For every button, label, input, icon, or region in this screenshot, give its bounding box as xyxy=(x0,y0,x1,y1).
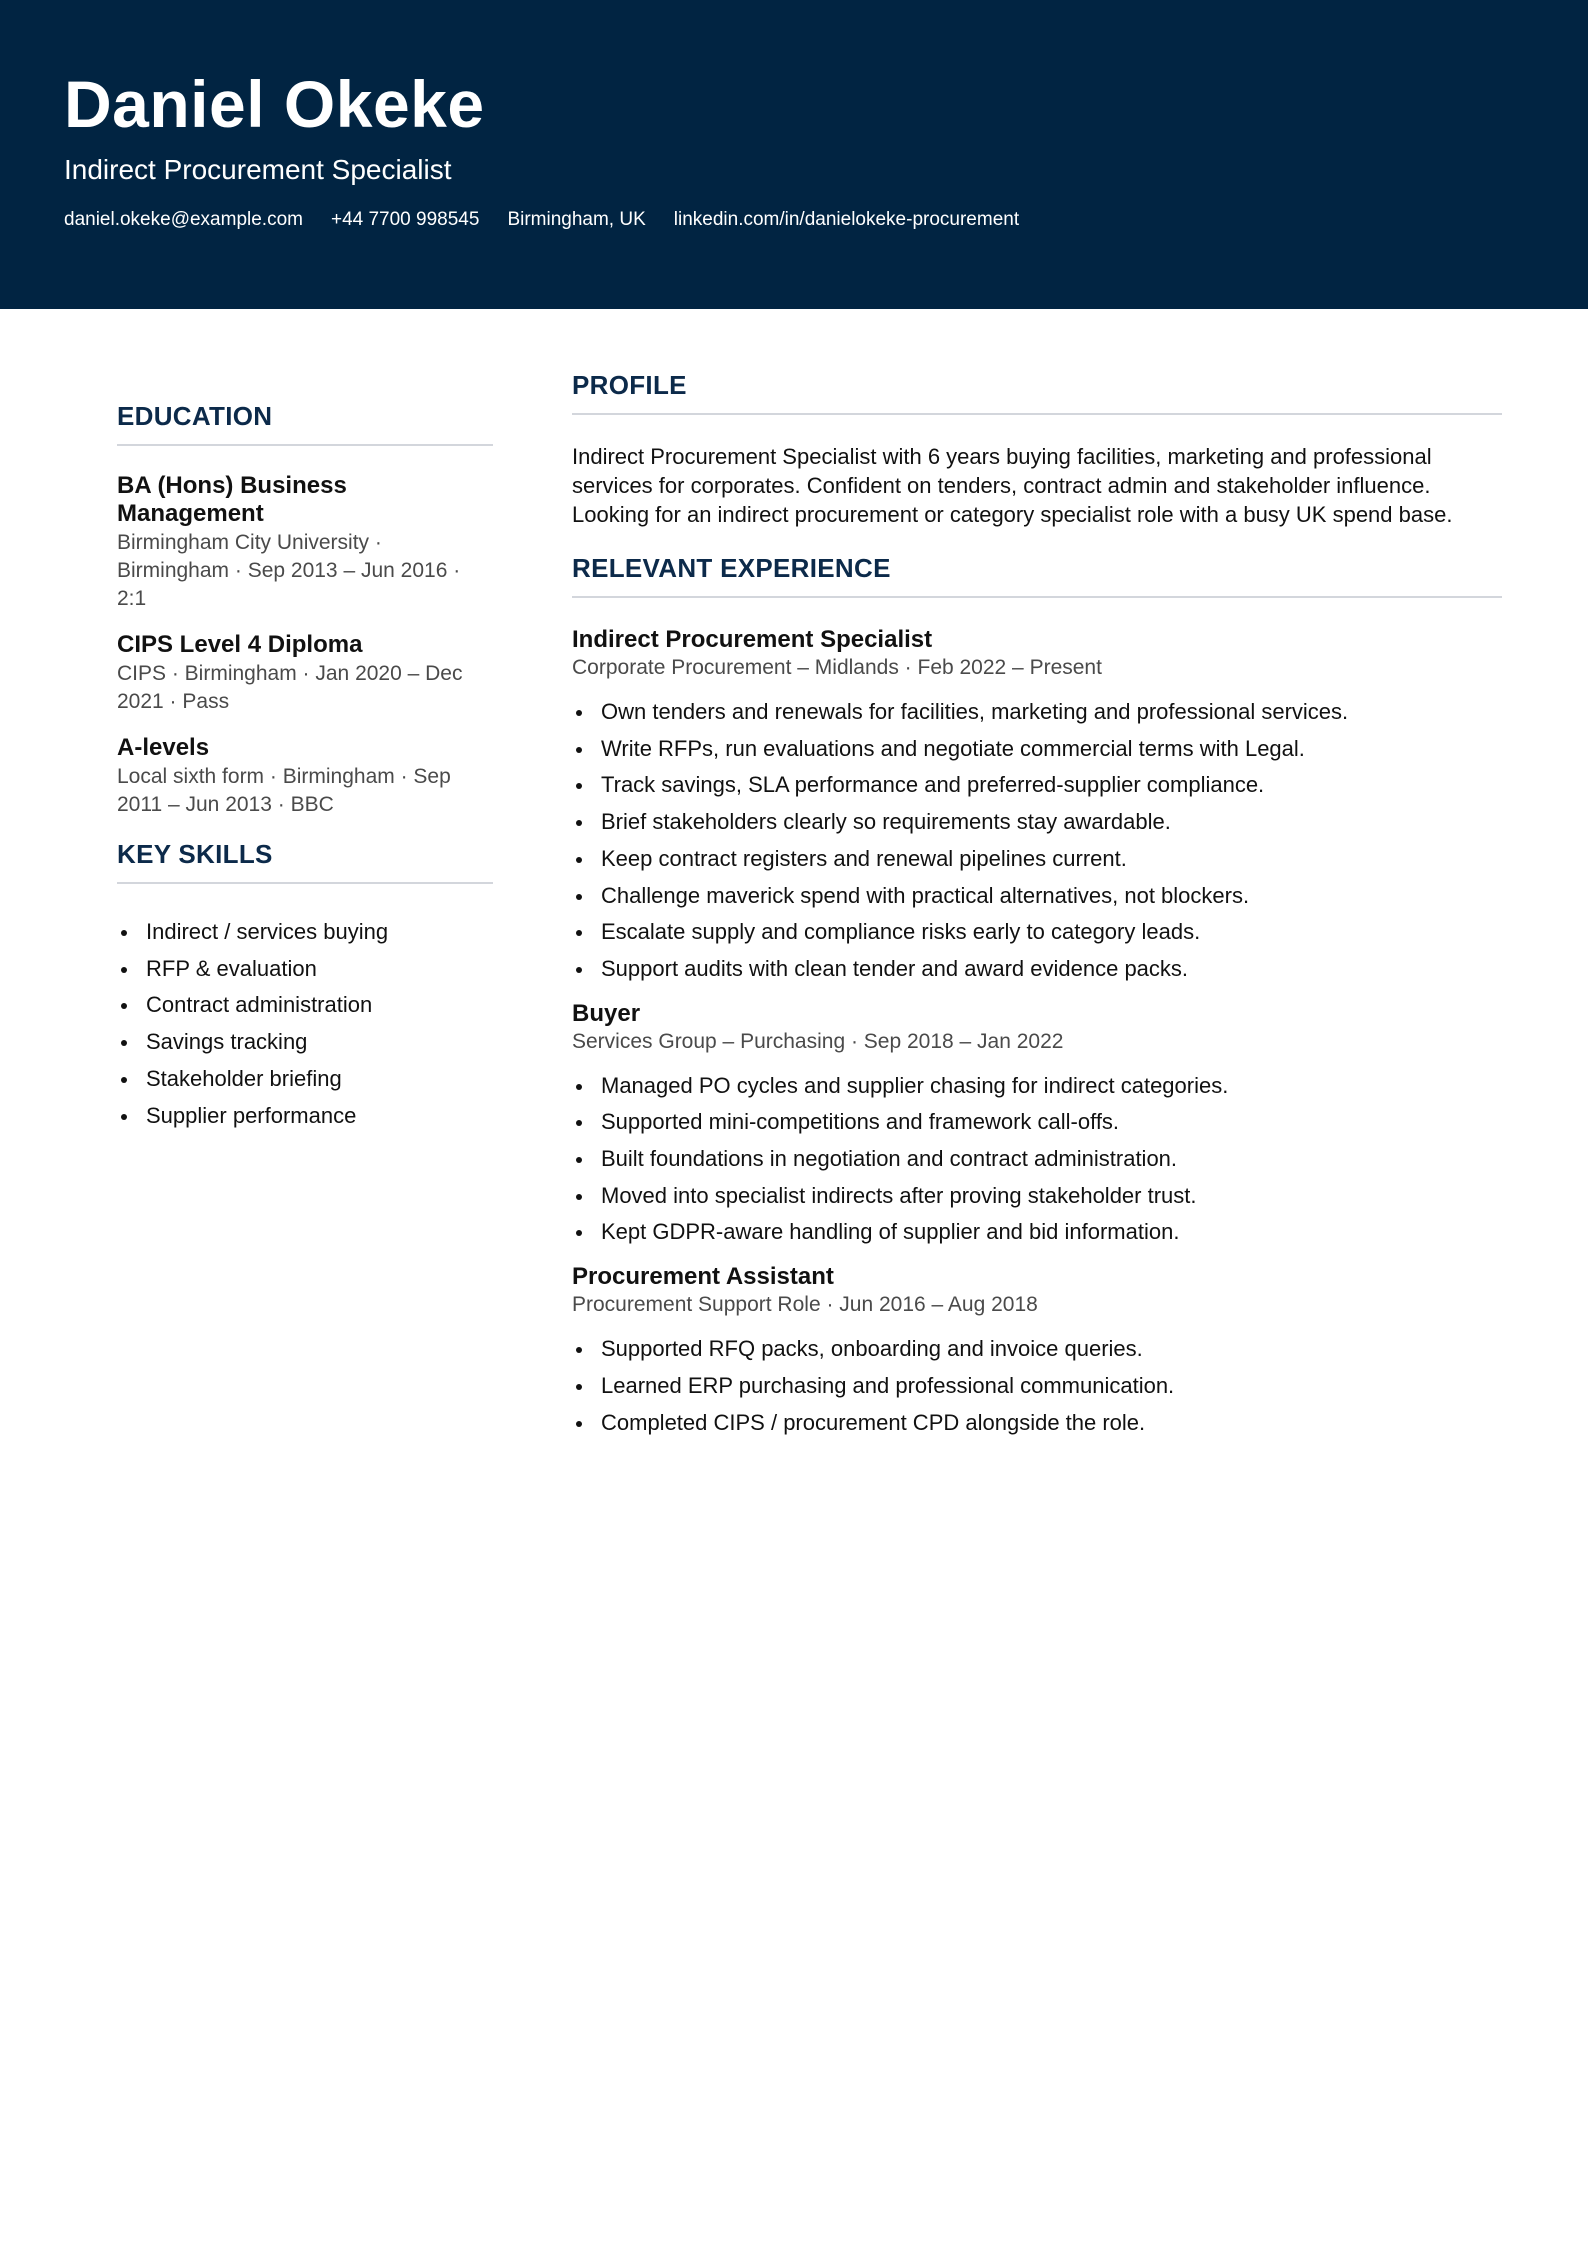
candidate-title: Indirect Procurement Specialist xyxy=(64,154,452,185)
profile-summary: Indirect Procurement Specialist with 6 years buying facilities, marketing and professional services for corporates. Confident on tenders, contract admin and stakeholder influence. Looking for an indirect procurement or category specialist role with a busy UK spend base. xyxy=(572,444,1453,527)
contact-phone: +44 7700 998545 xyxy=(330,209,480,230)
job-meta: Corporate Procurement – Midlands · Feb 2022 – Present xyxy=(572,656,1102,679)
job-bullet: Write RFPs, run evaluations and negotiate commercial terms with Legal. xyxy=(572,731,1502,768)
education-item xyxy=(117,631,493,716)
job-bullet: Built foundations in negotiation and contract administration. xyxy=(572,1141,1502,1178)
job-bullet: Challenge maverick spend with practical alternatives, not blockers. xyxy=(572,878,1502,915)
job-bullets xyxy=(572,1068,1502,1252)
left-column xyxy=(117,399,493,1134)
skill-item: Savings tracking xyxy=(117,1024,493,1061)
skills-list xyxy=(117,914,493,1134)
job-bullet: Supported mini-competitions and framework call-offs. xyxy=(572,1104,1502,1141)
education-meta: Birmingham City University · Birmingham · Sep 2013 – Jun 2016 · 2:1 xyxy=(117,531,461,610)
education-degree: CIPS Level 4 Diploma xyxy=(117,631,363,658)
experience-heading: RELEVANT EXPERIENCE xyxy=(572,551,1502,598)
job-bullets xyxy=(572,1331,1502,1441)
job-bullet: Track savings, SLA performance and preferred-supplier compliance. xyxy=(572,767,1502,804)
skill-item: Indirect / services buying xyxy=(117,914,493,951)
candidate-name: Daniel Okeke xyxy=(64,67,485,141)
skill-item: Stakeholder briefing xyxy=(117,1061,493,1098)
resume-header xyxy=(0,0,1588,309)
job-entry xyxy=(572,626,1502,988)
education-item xyxy=(117,734,493,819)
education-degree: BA (Hons) Business Management xyxy=(117,472,347,527)
contact-row xyxy=(64,208,1588,232)
job-meta: Services Group – Purchasing · Sep 2018 – Jan 2022 xyxy=(572,1029,1064,1053)
skills-heading: KEY SKILLS xyxy=(117,837,493,884)
education-list xyxy=(117,472,493,819)
job-meta: Procurement Support Role · Jun 2016 – Aug 2018 xyxy=(572,1293,1038,1317)
job-bullet: Brief stakeholders clearly so requirements stay awardable. xyxy=(572,804,1502,841)
skill-item: Supplier performance xyxy=(117,1098,493,1135)
job-entry xyxy=(572,1263,1502,1441)
job-role: Indirect Procurement Specialist xyxy=(572,626,933,653)
job-role: Buyer xyxy=(572,999,641,1027)
profile-heading: PROFILE xyxy=(572,368,1502,415)
education-heading: EDUCATION xyxy=(117,399,493,446)
job-bullet: Managed PO cycles and supplier chasing for indirect categories. xyxy=(572,1068,1502,1105)
job-bullet: Keep contract registers and renewal pipelines current. xyxy=(572,841,1502,878)
contact-location: Birmingham, UK xyxy=(507,209,646,230)
education-meta: CIPS · Birmingham · Jan 2020 – Dec 2021 · Pass xyxy=(117,662,463,713)
job-bullets xyxy=(572,694,1502,988)
job-bullet: Escalate supply and compliance risks early to category leads. xyxy=(572,914,1502,951)
job-bullet: Kept GDPR-aware handling of supplier and bid information. xyxy=(572,1214,1502,1251)
skill-item: Contract administration xyxy=(117,987,493,1024)
job-entry xyxy=(572,1000,1502,1252)
education-meta: Local sixth form · Birmingham · Sep 2011 – Jun 2013 · BBC xyxy=(117,765,451,816)
contact-linkedin: linkedin.com/in/danielokeke-procurement xyxy=(673,209,1020,230)
skill-item: RFP & evaluation xyxy=(117,951,493,988)
job-bullet: Support audits with clean tender and award evidence packs. xyxy=(572,951,1502,988)
job-bullet: Supported RFQ packs, onboarding and invoice queries. xyxy=(572,1331,1502,1368)
right-column xyxy=(572,368,1502,1441)
education-degree: A-levels xyxy=(117,734,210,761)
job-bullet: Own tenders and renewals for facilities, marketing and professional services. xyxy=(572,694,1502,731)
job-bullet: Moved into specialist indirects after proving stakeholder trust. xyxy=(572,1178,1502,1215)
job-bullet: Learned ERP purchasing and professional communication. xyxy=(572,1368,1502,1405)
contact-email: daniel.okeke@example.com xyxy=(64,209,303,230)
education-item xyxy=(117,472,493,613)
job-role: Procurement Assistant xyxy=(572,1263,834,1291)
job-bullet: Completed CIPS / procurement CPD alongside the role. xyxy=(572,1405,1502,1442)
